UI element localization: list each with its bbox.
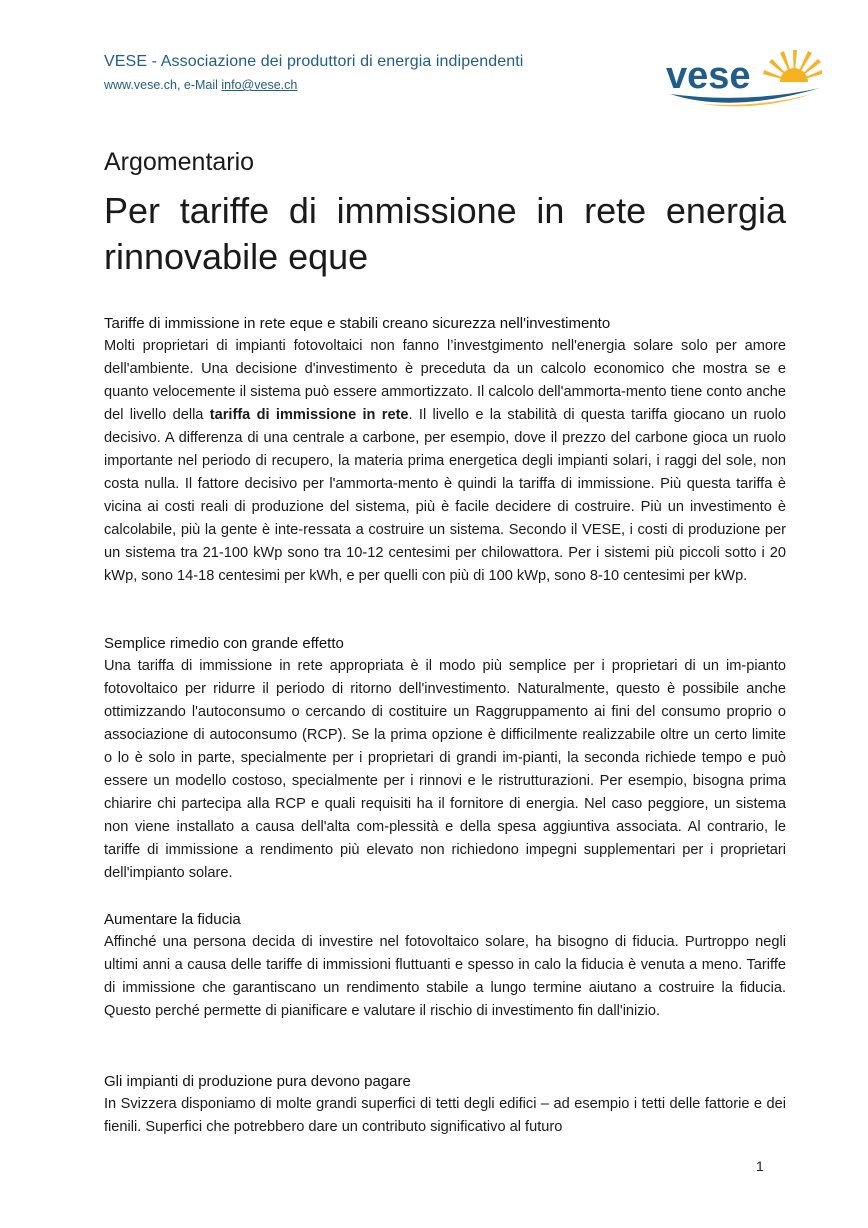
email-link[interactable]: info@vese.ch — [221, 78, 298, 92]
document-title — [104, 188, 786, 280]
document-kicker: Argomentario — [104, 148, 255, 176]
section-body: In Svizzera disponiamo di molte grandi superfici di tetti degli edifici – ad esempio i tetti delle fattorie e dei fienili. Superfici che potrebbero dare un contributo significativo al futuro — [104, 1096, 786, 1135]
section-increase-trust — [104, 908, 786, 1023]
website-text: www.vese.ch, e-Mail — [104, 78, 222, 92]
section-body: Una tariffa di immissione in rete appropriata è il modo più semplice per i proprietari di un im-pianto fotovoltaico per ridurre il periodo di ritorno dell'investimento. Naturalmente, questo è possibile anche ottimizzando l'autoconsumo o cercando di costituire un Raggruppamento ai fini del consumo proprio o associazione di autoconsumo (RCP). Se la prima opzione è difficilmente realizzabile oltre un certo limite o lo è solo in parte, specialmente per i proprietari di grandi im-pianti, la seconda richiede tempo e può essere un modello costoso, specialmente per i rinnovi e le ristrutturazioni. Per esempio, bisogna prima chiarire chi partecipa alla RCP e quali requisiti ha il fornitore di energia. Nel caso peggiore, un sistema non viene installato a causa dell'alta com-plessità e della spesa aggiuntiva associata. Al contrario, le tariffe di immissione a rendimento più elevato non richiedono impegni supplementari per i proprietari dell'impianto solare. — [104, 658, 786, 881]
contact-line — [104, 78, 297, 92]
section-body: Affinché una persona decida di investire nel fotovoltaico solare, ha bisogno di fiducia. Purtroppo negli ultimi anni a causa delle tariffe di immissioni fluttuanti e spesso in calo la fiducia è venuta a meno. Tariffe di immissione che garantiscano un rendimento stabile a lungo termine aiutano a costruire la fiducia. Questo perché permette di pianificare e valutare il rischio di investimento fin dall'inizio. — [104, 934, 786, 1019]
organization-name: VESE - Associazione dei produttori di energia indipendenti — [104, 53, 524, 70]
section-stable-tariffs — [104, 312, 786, 588]
section-heading: Aumentare la fiducia — [104, 911, 241, 928]
section-pure-production — [104, 1070, 786, 1139]
body-bold-term: tariffa di immissione in rete — [209, 407, 409, 423]
body-text: . Il livello e la stabilità di questa tariffa giocano un ruolo decisivo. A differenza di una centrale a carbone, per esempio, dove il prezzo del carbone gioca un ruolo importante nel periodo di recupero, la materia prima energetica degli impianti solari, i raggi del sole, non costa nulla. Il fattore decisivo per l'ammorta-mento è quindi la tariffa di immissione. Più questa tariffa è vicina ai costi reali di produzione del sistema, più è facile decidere di costruire. Più un investimento è calcolabile, più la gente è inte-ressata a costruire un sistema. Secondo il VESE, i costi di produzione per un sistema tra 21-100 kWp sono tra 10-12 centesimi per chilowattora. Per i sistemi più piccoli sotto i 20 kWp, sono 14-18 centesimi per kWh, e per quelli con più di 100 kWp, sono 8-10 centesimi per kWp. — [104, 407, 786, 584]
title-line-1: Per tariffe di immissione in rete energia — [104, 190, 786, 231]
vese-logo — [662, 42, 822, 112]
body-text: Molti proprietari di impianti fotovoltaici non fanno l’investgimento nell'energia solare solo per amore dell'ambiente. Una decisione d'investimento è preceduta da un calcolo economico che mostra se e quanto velocemente il sistema può essere ammortizzato. Il calcolo dell'ammorta-mento tiene conto anche del livello della — [104, 338, 786, 423]
sun-icon — [763, 50, 822, 82]
section-heading: Semplice rimedio con grande effetto — [104, 635, 344, 652]
section-body — [104, 335, 786, 588]
section-simple-remedy — [104, 632, 786, 885]
section-heading: Tariffe di immissione in rete eque e stabili creano sicurezza nell'investimento — [104, 315, 611, 332]
page-number: 1 — [756, 1158, 764, 1174]
section-heading: Gli impianti di produzione pura devono pagare — [104, 1073, 411, 1090]
title-line-2: rinnovabile eque — [104, 236, 369, 277]
logo-wordmark: vese — [666, 55, 751, 97]
